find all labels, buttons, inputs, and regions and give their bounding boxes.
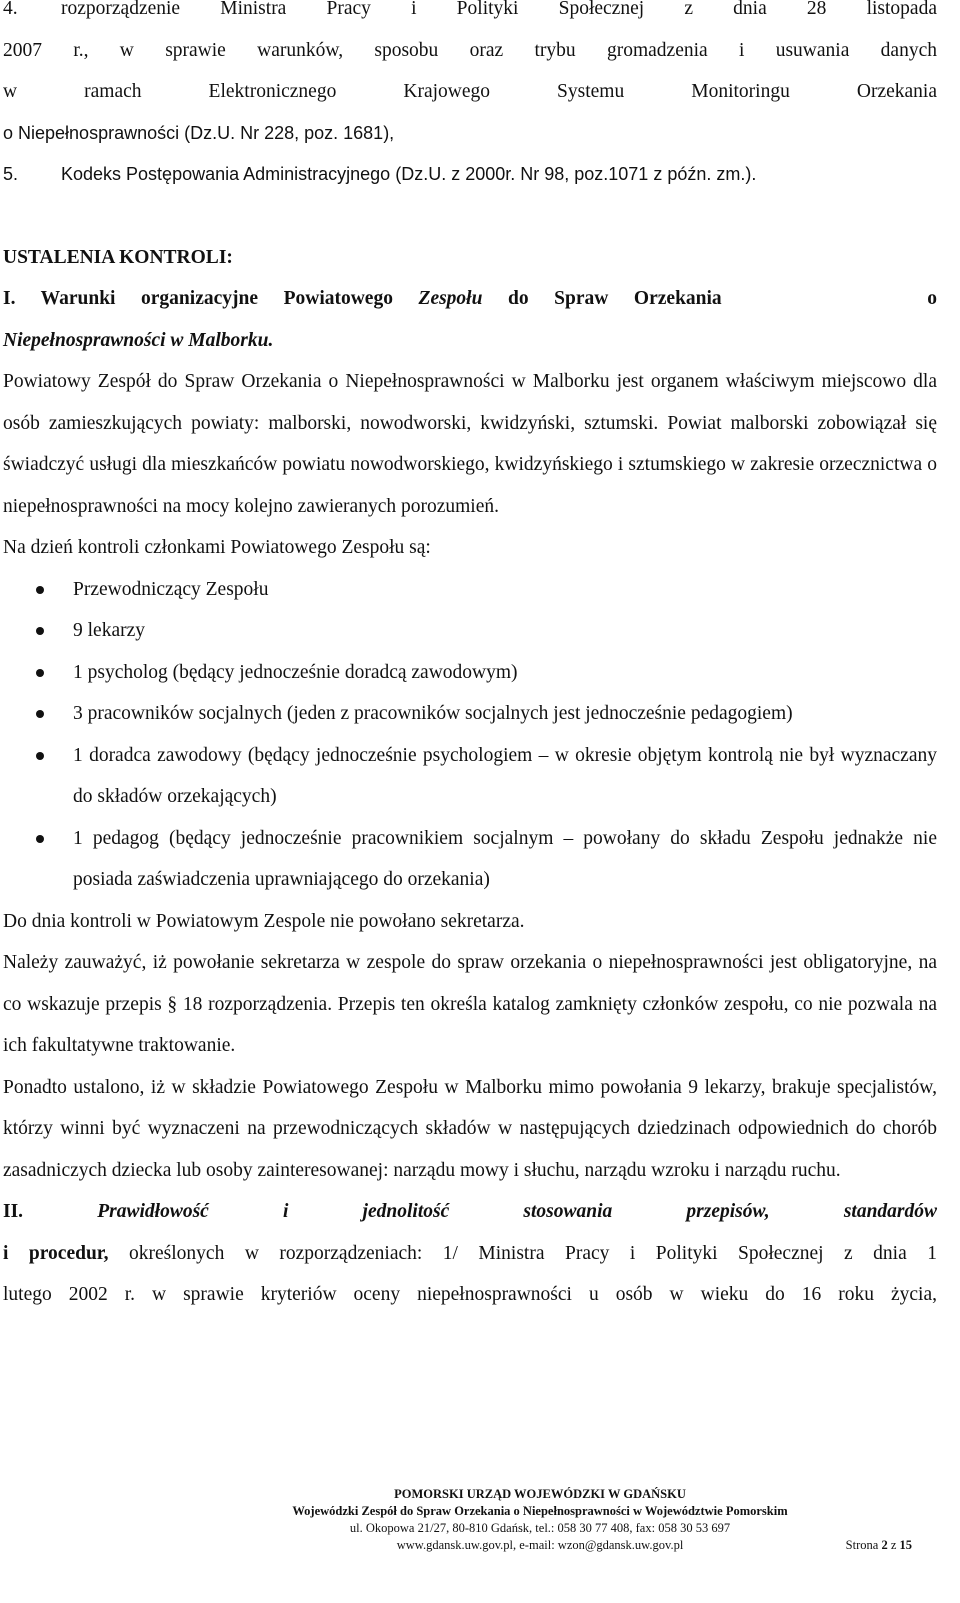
list-item-4-line2: 2007 r., w sprawie warunków, sposobu oraz trybu gromadzenia i usuwania danych bbox=[3, 39, 937, 61]
section-title: USTALENIA KONTROLI: bbox=[3, 246, 233, 268]
page-number: Strona 2 z 15 bbox=[845, 1538, 912, 1552]
bullet-icon bbox=[3, 818, 73, 901]
footer-unit: Wojewódzki Zespół do Spraw Orzekania o Niepełnosprawności w Województwie Pomorskim bbox=[292, 1504, 788, 1518]
bullet-icon bbox=[3, 610, 73, 652]
footer-address: ul. Okopowa 21/27, 80-810 Gdańsk, tel.: 058 30 77 408, fax: 058 30 53 697 bbox=[349, 1521, 731, 1535]
paragraph-2: Do dnia kontroli w Powiatowym Zespole nie powołano sekretarza. bbox=[3, 910, 525, 932]
members-intro: Na dzień kontroli członkami Powiatowego Zespołu są: bbox=[3, 537, 431, 558]
footer-organization: POMORSKI URZĄD WOJEWÓDZKI W GDAŃSKU bbox=[394, 1487, 686, 1501]
list-item: 1 doradca zawodowy (będący jednocześnie psychologiem – w okresie objętym kontrolą nie był wyznaczany do składów orzekających) bbox=[3, 735, 937, 818]
section-2-line2: i procedur, określonych w rozporządzeniach: 1/ Ministra Pracy i Polityki Społecznej z dnia 1 bbox=[3, 1242, 937, 1264]
section-1-heading: I. Warunki organizacyjne Powiatowego Zespołu do Spraw Orzekania o bbox=[3, 288, 937, 309]
list-item: 1 pedagog (będący jednocześnie pracownikiem socjalnym – powołany do składu Zespołu jednakże nie posiada zaświadczenia uprawniającego do orzekania) bbox=[3, 818, 937, 901]
list-item: 9 lekarzy bbox=[3, 610, 937, 652]
list-item-4 bbox=[3, 0, 937, 30]
list-number: 4. bbox=[3, 0, 18, 19]
bullet-icon bbox=[3, 569, 73, 611]
paragraph-3: Należy zauważyć, iż powołanie sekretarza w zespole do spraw orzekania o niepełnosprawności jest obligatoryjne, na co wskazuje przepis § 18 rozporządzenia. Przepis ten określa katalog zamknięty członków zespołu, co nie pozwala na ich fakultatywne traktowanie. bbox=[3, 952, 937, 1056]
list-item: 3 pracowników socjalnych (jeden z pracowników socjalnych jest jednocześnie pedagogiem) bbox=[3, 693, 937, 735]
bullet-icon bbox=[3, 735, 73, 818]
document-body bbox=[3, 0, 937, 1316]
bullet-icon bbox=[3, 693, 73, 735]
section-1-heading-line2: Niepełnosprawności w Malborku. bbox=[3, 329, 274, 351]
paragraph-4: Ponadto ustalono, iż w składzie Powiatowego Zespołu w Malborku mimo powołania 9 lekarzy, brakuje specjalistów, którzy winni być wyznaczeni na przewodniczących składów w następujących dziedzinach odpowiednich do chorób zasadniczych dziecka lub osoby zainteresowanej: narządu mowy i słuchu, narządu wzroku i narządu ruchu. bbox=[3, 1076, 937, 1181]
list-item: 1 psycholog (będący jednocześnie doradcą zawodowym) bbox=[3, 652, 937, 694]
footer-web: www.gdansk.uw.gov.pl, e-mail: wzon@gdansk.uw.gov.pl bbox=[396, 1538, 684, 1552]
list-item-5-text: Kodeks Postępowania Administracyjnego (Dz.U. z 2000r. Nr 98, poz.1071 z późn. zm.). bbox=[61, 164, 757, 184]
footer-contact bbox=[160, 1537, 920, 1554]
list-number: 5. bbox=[3, 164, 19, 184]
list-item-4-line1: rozporządzenie Ministra Pracy i Polityki Społecznej z dnia 28 listopada bbox=[61, 0, 937, 19]
bullet-icon bbox=[3, 652, 73, 694]
section-2-heading: II. Prawidłowość i jednolitość stosowania przepisów, standardów bbox=[3, 1201, 938, 1222]
section-2-line3: lutego 2002 r. w sprawie kryteriów oceny niepełnosprawności u osób w wieku do 16 roku życia, bbox=[3, 1284, 937, 1305]
members-list bbox=[3, 569, 937, 901]
list-item-5 bbox=[3, 154, 937, 196]
paragraph-1: Powiatowy Zespół do Spraw Orzekania o Niepełnosprawności w Malborku jest organem właściwym miejscowo dla osób zamieszkujących powiaty: malborski, nowodworski, kwidzyński, sztumski. Powiat malborski zobowiązał się świadczyć usługi dla mieszkańców powiatu nowodworskiego, kwidzyńskiego i sztumskiego w zakresie orzecznictwa o niepełnosprawności na mocy kolejno zawieranych porozumień. bbox=[3, 371, 937, 517]
list-item: Przewodniczący Zespołu bbox=[3, 569, 937, 611]
page-footer bbox=[160, 1486, 920, 1554]
list-item-4-line4: o Niepełnosprawności (Dz.U. Nr 228, poz. 1681), bbox=[3, 122, 395, 143]
list-item-4-line3: w ramach Elektronicznego Krajowego Systemu Monitoringu Orzekania bbox=[3, 81, 937, 102]
